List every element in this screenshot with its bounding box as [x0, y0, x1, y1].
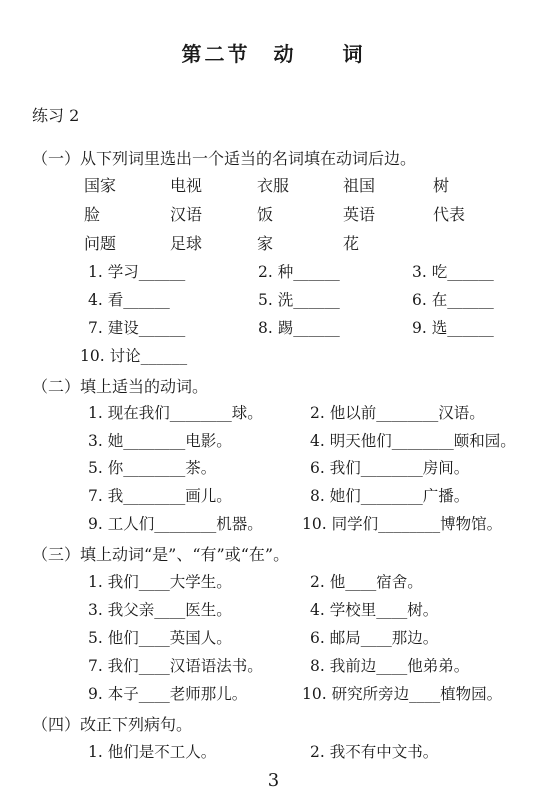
- exercise-item: 3. 她________电影。: [88, 432, 232, 450]
- exercise-item: 5. 洗______: [258, 291, 340, 309]
- word-bank-item: 足球: [170, 234, 203, 253]
- section-3-heading: （三）填上动词“是”、“有”或“在”。: [32, 545, 290, 564]
- exercise-item: 7. 我们____汉语语法书。: [88, 657, 263, 675]
- exercise-item: 7. 建设______: [88, 319, 186, 337]
- exercise-item: 10. 同学们________博物馆。: [302, 515, 503, 533]
- exercise-item: 2. 他____宿舍。: [310, 573, 423, 591]
- word-bank-item: 饭: [257, 205, 274, 224]
- exercise-label: 练习 2: [32, 106, 80, 125]
- exercise-item: 10. 讨论______: [80, 347, 188, 365]
- exercise-item: 8. 我前边____他弟弟。: [310, 657, 470, 675]
- word-bank-item: 英语: [343, 205, 376, 224]
- exercise-item: 5. 你________茶。: [88, 459, 217, 477]
- exercise-item: 8. 她们________广播。: [310, 487, 470, 505]
- exercise-item: 6. 邮局____那边。: [310, 629, 439, 647]
- word-bank-item: 国家: [84, 176, 117, 195]
- exercise-item: 1. 我们____大学生。: [88, 573, 232, 591]
- word-bank-item: 家: [257, 234, 274, 253]
- word-bank-item: 树: [433, 176, 450, 195]
- section-1-heading: （一）从下列词里选出一个适当的名词填在动词后边。: [32, 149, 417, 168]
- word-bank-item: 脸: [84, 205, 101, 224]
- exercise-item: 10. 研究所旁边____植物园。: [302, 685, 503, 703]
- exercise-item: 9. 选______: [412, 319, 494, 337]
- exercise-item: 4. 学校里____树。: [310, 601, 439, 619]
- section-2-heading: （二）填上适当的动词。: [32, 377, 209, 396]
- exercise-item: 4. 明天他们________颐和园。: [310, 432, 516, 450]
- exercise-item: 2. 种______: [258, 263, 340, 281]
- word-bank-item: 衣服: [257, 176, 290, 195]
- exercise-item: 1. 学习______: [88, 263, 186, 281]
- exercise-item: 9. 工人们________机器。: [88, 515, 263, 533]
- exercise-item: 3. 吃______: [412, 263, 494, 281]
- exercise-item: 8. 踢______: [258, 319, 340, 337]
- exercise-item: 2. 我不有中文书。: [310, 743, 439, 761]
- exercise-item: 2. 他以前________汉语。: [310, 404, 485, 422]
- word-bank-item: 电视: [170, 176, 203, 195]
- exercise-item: 1. 现在我们________球。: [88, 404, 263, 422]
- exercise-item: 6. 我们________房间。: [310, 459, 470, 477]
- word-bank-item: 祖国: [343, 176, 376, 195]
- page-number: 3: [267, 770, 280, 791]
- word-bank-item: 花: [343, 234, 360, 253]
- page-title: 第二节 动 词: [181, 42, 366, 66]
- exercise-item: 1. 他们是不工人。: [88, 743, 217, 761]
- exercise-item: 5. 他们____英国人。: [88, 629, 232, 647]
- section-4-heading: （四）改正下列病句。: [32, 715, 193, 734]
- exercise-item: 7. 我________画儿。: [88, 487, 232, 505]
- word-bank-item: 汉语: [170, 205, 203, 224]
- exercise-item: 6. 在______: [412, 291, 494, 309]
- word-bank-item: 代表: [433, 205, 466, 224]
- word-bank-item: 问题: [84, 234, 117, 253]
- exercise-item: 3. 我父亲____医生。: [88, 601, 232, 619]
- exercise-item: 4. 看______: [88, 291, 170, 309]
- exercise-item: 9. 本子____老师那儿。: [88, 685, 248, 703]
